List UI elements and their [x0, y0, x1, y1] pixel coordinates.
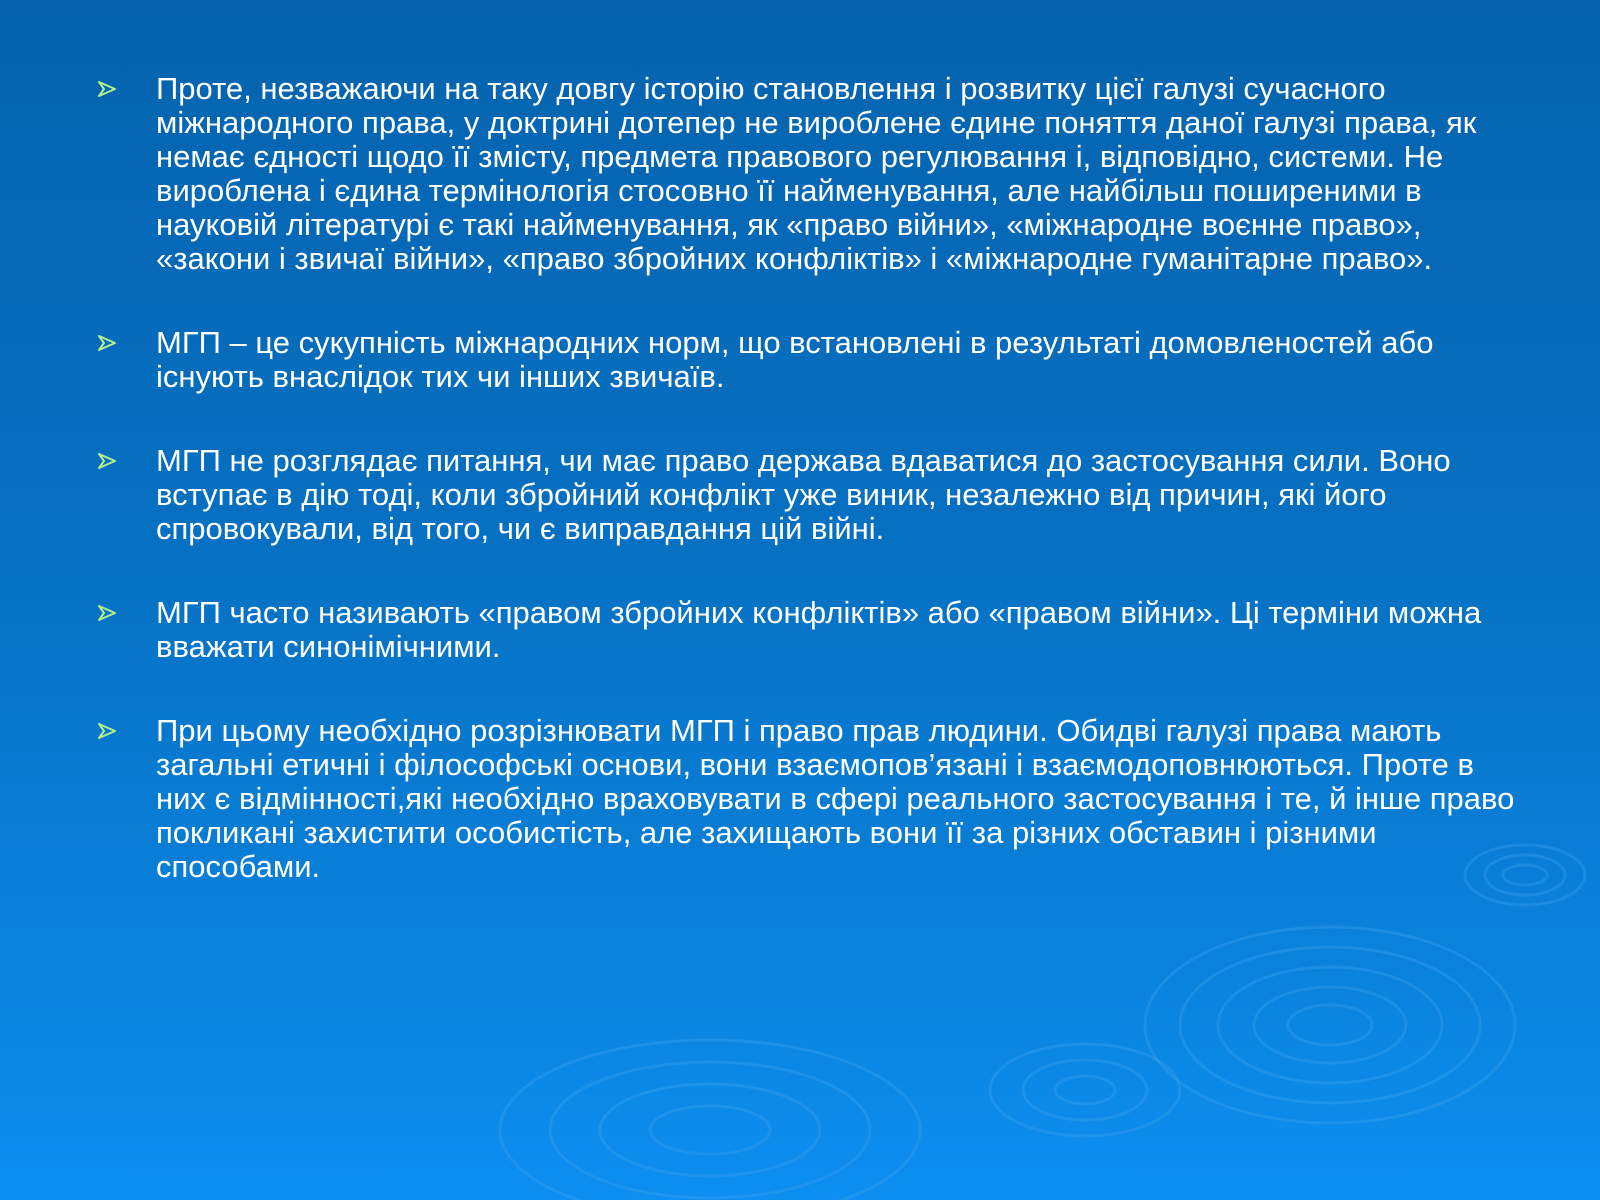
bullet-item [96, 326, 1516, 394]
arrowhead-bullet-icon [96, 720, 118, 742]
bullet-item [96, 714, 1516, 884]
bullet-item [96, 72, 1516, 276]
bullet-list [96, 72, 1516, 934]
bullet-text: МГП – це сукупність міжнародних норм, що встановлені в результаті домовленостей або існують внаслідок тих чи інших звичаїв. [156, 325, 1434, 394]
bullet-item [96, 596, 1516, 664]
bullet-text: МГП не розглядає питання, чи має право держава вдаватися до застосування сили. Воно вступає в дію тоді, коли збройний конфлікт уже виник, незалежно від причин, які його спровокували, від того, чи є виправдання цій війні. [156, 443, 1451, 546]
bullet-text: Проте, незважаючи на таку довгу історію становлення і розвитку цієї галузі сучасного міжнародного права, у доктрині дотепер не вироблене єдине поняття даної галузі права, як немає єдності щодо її змісту, предмета правового регулювання і, відповідно, системи. Не вироблена і єдина термінологія стосовно її найменування, але найбільш поширеними в науковій літературі є такі найменування, як «право війни», «міжнародне воєнне право», «закони і звичаї війни», «право збройних конфліктів» і «міжнародне гуманітарне право». [156, 71, 1477, 276]
arrowhead-bullet-icon [96, 450, 118, 472]
bullet-text: При цьому необхідно розрізнювати МГП і право прав людини. Обидві галузі права мають загальні етичні і філософські основи, вони взаємопов’язані і взаємодоповнюються. Проте в них є відмінності,які необхідно враховувати в сфері реального застосування і те, й інше право покликані захистити особистість, але захищають вони її за різних обставин і різними способами. [156, 713, 1515, 884]
arrowhead-bullet-icon [96, 602, 118, 624]
bullet-item [96, 444, 1516, 546]
arrowhead-bullet-icon [96, 78, 118, 100]
arrowhead-bullet-icon [96, 332, 118, 354]
bullet-text: МГП часто називають «правом збройних конфліктів» або «правом війни». Ці терміни можна вважати синонімічними. [156, 595, 1482, 664]
